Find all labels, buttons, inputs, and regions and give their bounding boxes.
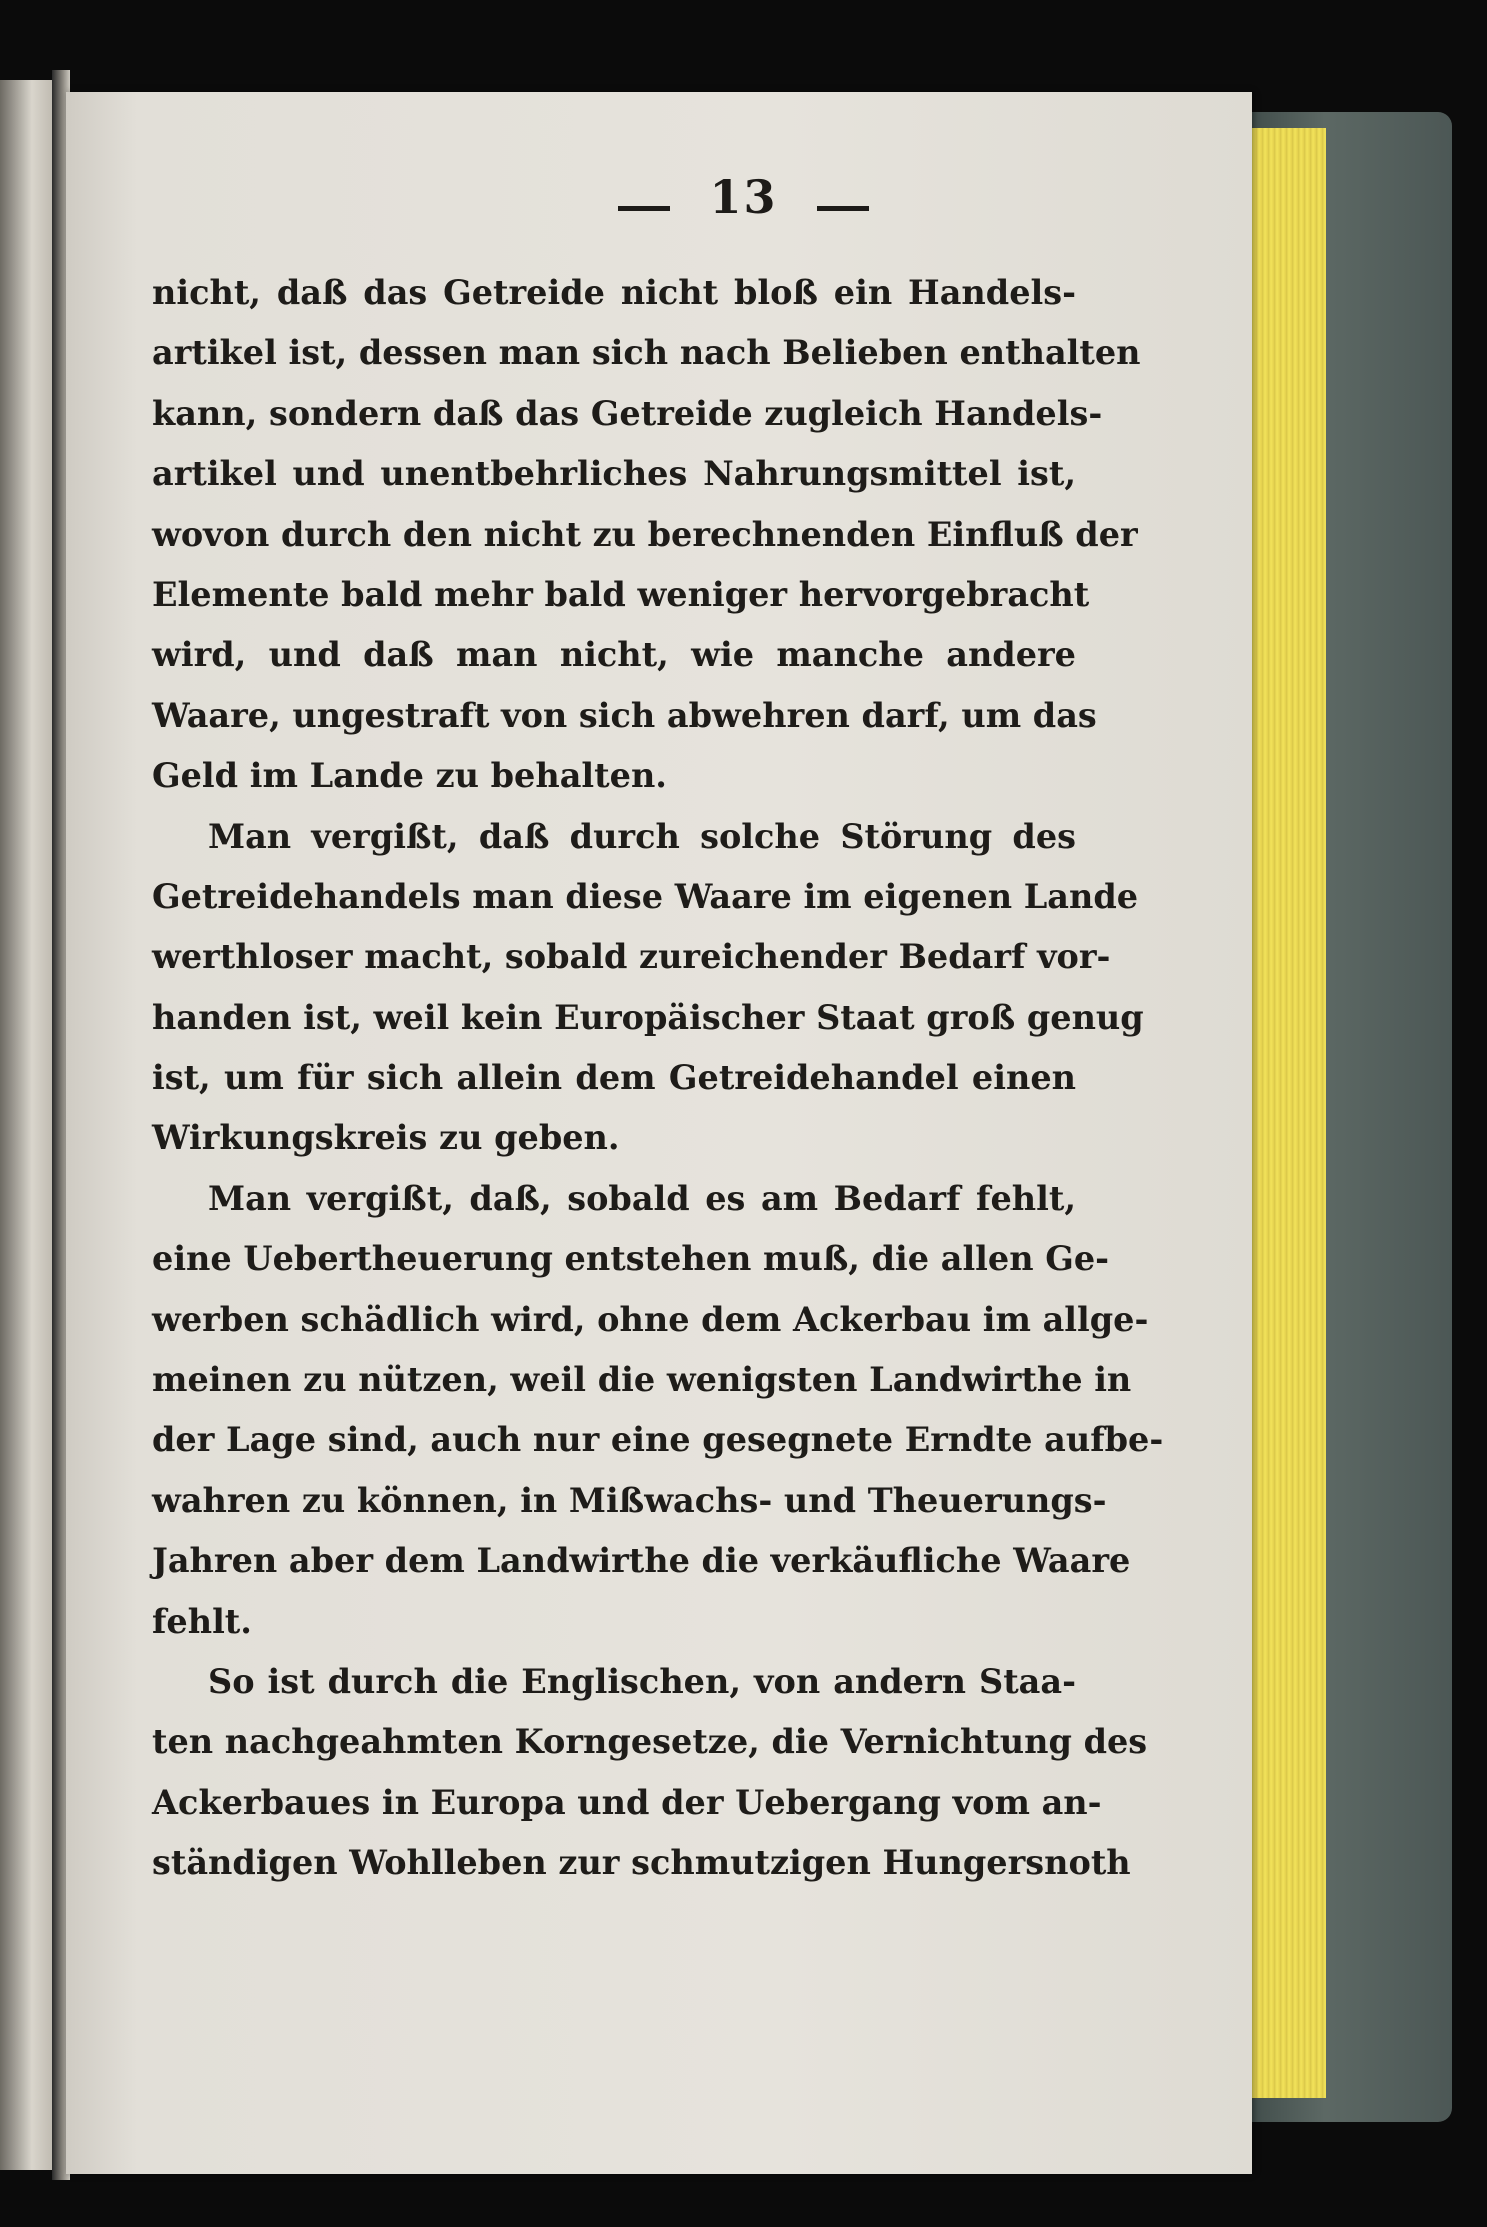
text-line: Getreidehandels man diese Waare im eigenen Lande bbox=[152, 876, 1139, 916]
text-line: wovon durch den nicht zu berechnenden Einfluß der bbox=[152, 514, 1138, 554]
text-line: kann, sondern daß das Getreide zugleich Handels- bbox=[152, 393, 1103, 433]
text-body bbox=[152, 263, 1164, 1894]
text-line: handen ist, weil kein Europäischer Staat groß genug bbox=[152, 997, 1144, 1037]
text-line: Ackerbaues in Europa und der Uebergang vom an- bbox=[152, 1782, 1102, 1822]
text-line: ist, um für sich allein dem Getreidehandel einen bbox=[152, 1058, 1076, 1098]
text-line: eine Uebertheuerung entstehen muß, die allen Ge- bbox=[152, 1239, 1110, 1279]
paragraph-start: Man vergißt, daß, sobald es am Bedarf fehlt, bbox=[208, 1178, 1076, 1218]
page-edges bbox=[1244, 128, 1326, 2098]
text-line: artikel und unentbehrliches Nahrungsmittel ist, bbox=[152, 454, 1076, 494]
text-line: ten nachgeahmten Korngesetze, die Vernichtung des bbox=[152, 1722, 1148, 1762]
text-line: Elemente bald mehr bald weniger hervorgebracht bbox=[152, 574, 1090, 614]
text-line: Waare, ungestraft von sich abwehren darf, um das bbox=[152, 695, 1097, 735]
text-line: fehlt. bbox=[152, 1601, 252, 1641]
paragraph-start: So ist durch die Englischen, von andern Staa- bbox=[208, 1661, 1076, 1701]
text-line: wahren zu können, in Mißwachs- und Theuerungs- bbox=[152, 1480, 1107, 1520]
page-number: 13 bbox=[709, 170, 778, 224]
text-line: Wirkungskreis zu geben. bbox=[152, 1118, 620, 1158]
paragraph-start: Man vergißt, daß durch solche Störung des bbox=[208, 816, 1076, 856]
left-page-edge bbox=[0, 80, 58, 2170]
text-line: werben schädlich wird, ohne dem Ackerbau im allge- bbox=[152, 1299, 1149, 1339]
text-line: der Lage sind, auch nur eine gesegnete Erndte aufbe- bbox=[152, 1420, 1164, 1460]
text-line: artikel ist, dessen man sich nach Belieben enthalten bbox=[152, 333, 1141, 373]
header-dash-right bbox=[817, 206, 869, 211]
text-line: ständigen Wohlleben zur schmutzigen Hungersnoth bbox=[152, 1843, 1131, 1883]
text-line: wird, und daß man nicht, wie manche andere bbox=[152, 635, 1076, 675]
text-line: werthloser macht, sobald zureichender Bedarf vor- bbox=[152, 937, 1111, 977]
text-line: Geld im Lande zu behalten. bbox=[152, 756, 667, 796]
text-line: meinen zu nützen, weil die wenigsten Landwirthe in bbox=[152, 1360, 1132, 1400]
page-header bbox=[0, 170, 1487, 230]
text-line: Jahren aber dem Landwirthe die verkäufliche Waare bbox=[152, 1541, 1131, 1581]
header-dash-left bbox=[618, 206, 670, 211]
text-line: nicht, daß das Getreide nicht bloß ein Handels- bbox=[152, 273, 1076, 312]
